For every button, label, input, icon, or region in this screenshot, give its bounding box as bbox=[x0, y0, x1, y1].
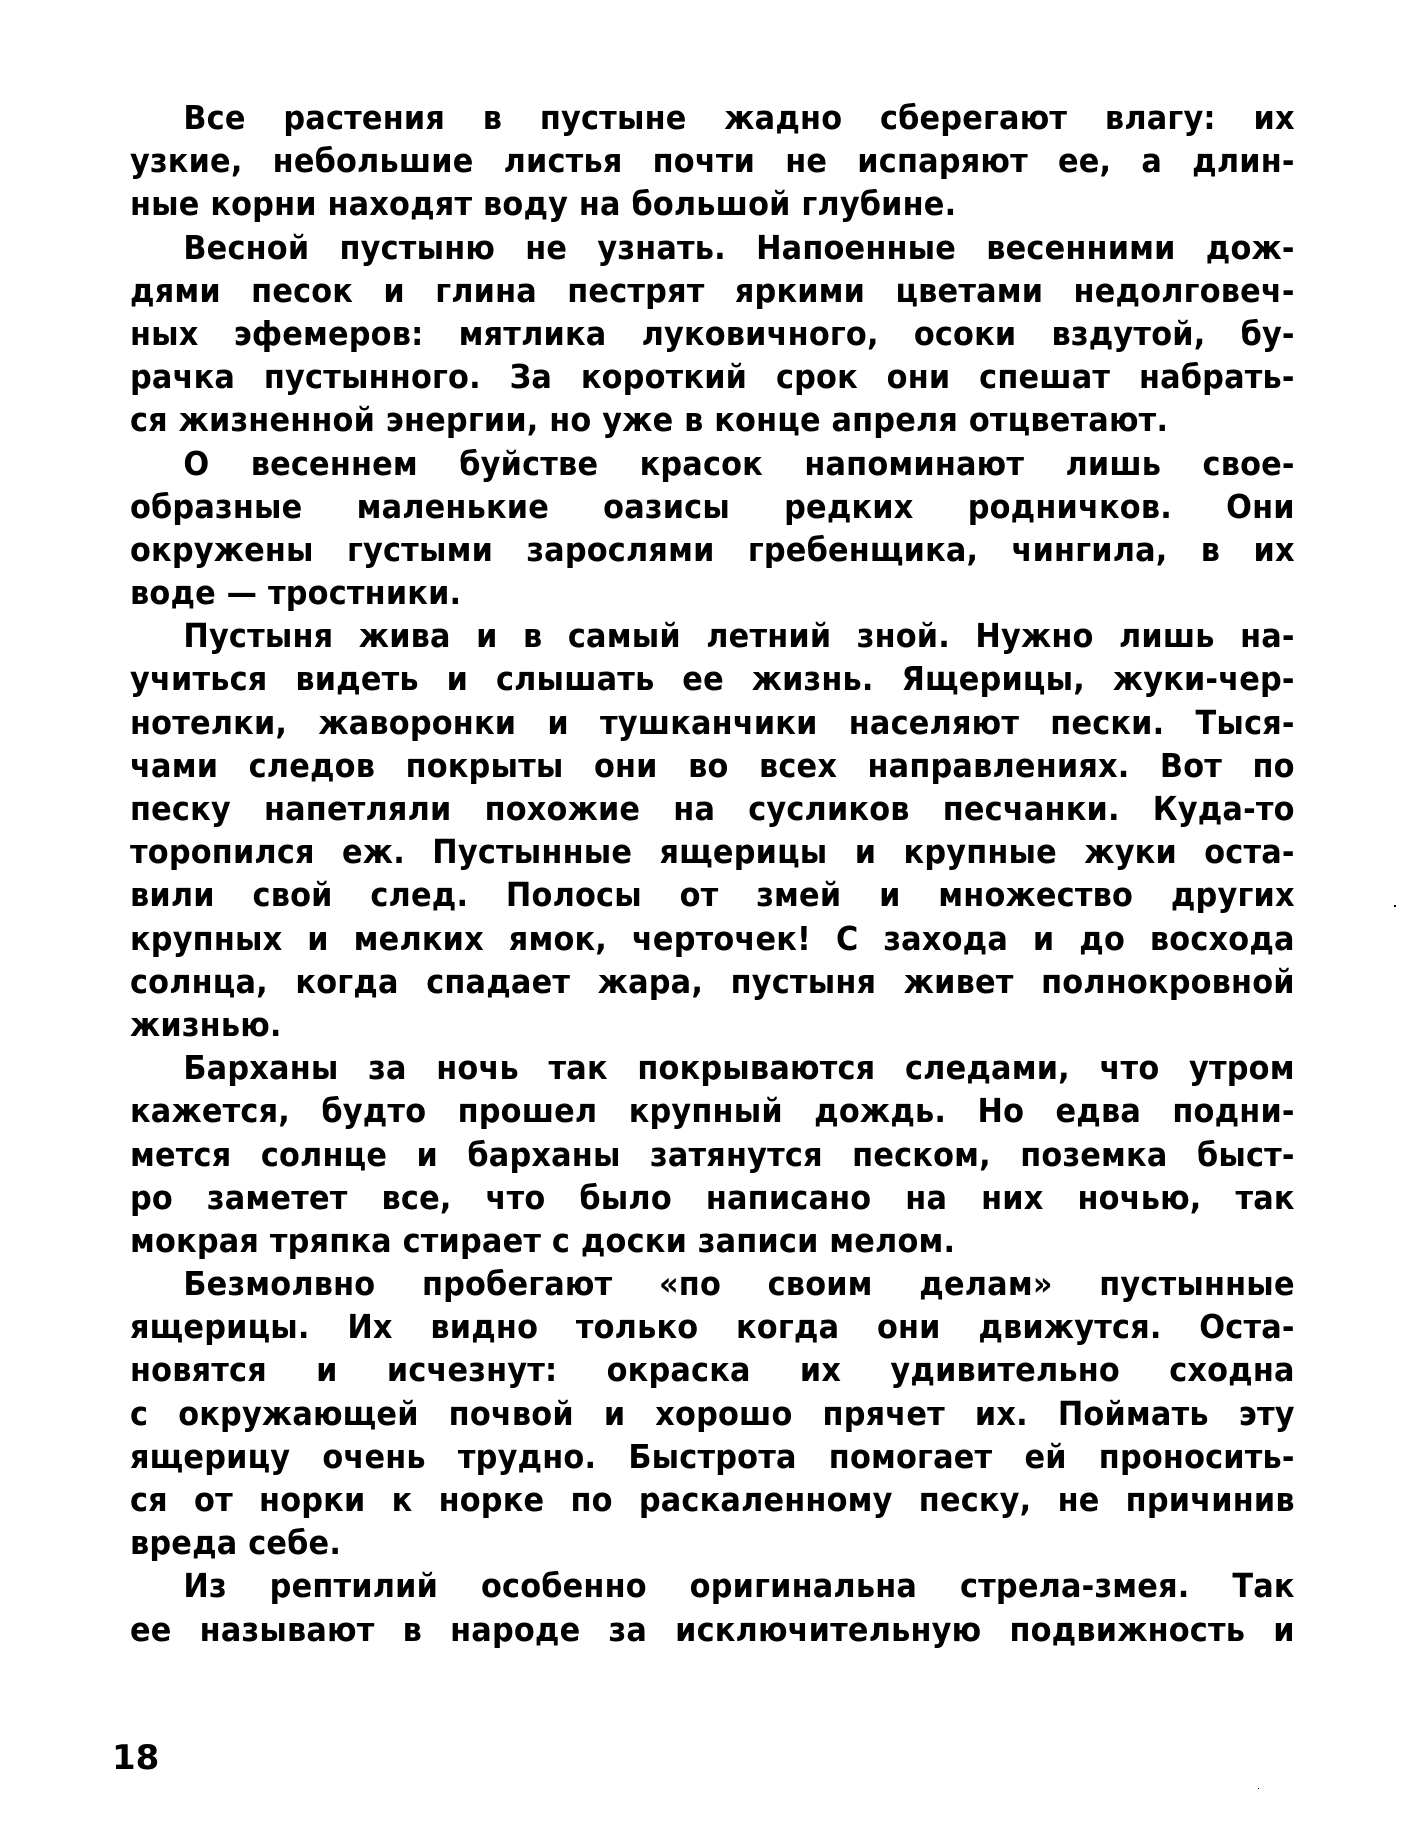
text-line: с окружающей почвой и хорошо прячет их. Поймать эту bbox=[130, 1393, 1295, 1433]
scan-speck bbox=[1258, 1788, 1259, 1789]
text-line: ящерицу очень трудно. Быстрота помогает ей проносить- bbox=[130, 1436, 1295, 1476]
text-line: Безмолвно пробегают «по своим делам» пустынные bbox=[183, 1264, 1295, 1304]
text-line: песку напетляли похожие на сусликов песчанки. Куда-то bbox=[130, 789, 1295, 828]
text-line: новятся и исчезнут: окраска их удивительно сходна bbox=[130, 1350, 1295, 1390]
text-line: ных эфемеров: мятлика луковичного, осоки вздутой, бу- bbox=[130, 313, 1295, 353]
text-line: солнца, когда спадает жара, пустыня живет полнокровной bbox=[130, 961, 1295, 1001]
text-line: мется солнце и барханы затянутся песком, поземка быст- bbox=[130, 1134, 1295, 1174]
text-line: торопился еж. Пустынные ящерицы и крупные жуки оста- bbox=[130, 832, 1295, 872]
paragraph bbox=[130, 614, 1295, 1046]
text-line: жизнью. bbox=[130, 1004, 282, 1044]
text-line: окружены густыми зарослями гребенщика, чингила, в их bbox=[130, 529, 1295, 569]
text-line: дями песок и глина пестрят яркими цветами недолговеч- bbox=[130, 270, 1295, 310]
paragraph bbox=[130, 96, 1295, 226]
text-line: мокрая тряпка стирает с доски записи мелом. bbox=[130, 1220, 956, 1260]
text-line: Пустыня жива и в самый летний зной. Нужно лишь на- bbox=[183, 616, 1295, 656]
paragraph bbox=[130, 442, 1295, 615]
text-line: ящерицы. Их видно только когда они движутся. Оста- bbox=[130, 1307, 1295, 1347]
body-text bbox=[130, 96, 1295, 1651]
scan-speck bbox=[1394, 905, 1396, 907]
text-line: вреда себе. bbox=[130, 1523, 342, 1563]
paragraph bbox=[130, 1046, 1295, 1262]
text-line: ее называют в народе за исключительную подвижность и bbox=[130, 1609, 1295, 1649]
paragraph bbox=[130, 1564, 1295, 1650]
text-line: Весной пустыню не узнать. Напоенные весенними дож- bbox=[183, 227, 1295, 267]
text-line: чами следов покрыты они во всех направлениях. Вот по bbox=[130, 745, 1295, 785]
text-line: ро заметет все, что было написано на них ночью, так bbox=[130, 1177, 1295, 1217]
text-line: крупных и мелких ямок, черточек! С захода и до восхода bbox=[130, 918, 1295, 958]
paragraph bbox=[130, 1262, 1295, 1564]
text-line: ся от норки к норке по раскаленному песку, не причинив bbox=[130, 1480, 1295, 1519]
text-line: вили свой след. Полосы от змей и множество других bbox=[130, 875, 1295, 915]
text-line: учиться видеть и слышать ее жизнь. Ящерицы, жуки-чер- bbox=[130, 659, 1295, 699]
text-line: рачка пустынного. За короткий срок они спешат набрать- bbox=[130, 357, 1295, 397]
paragraph bbox=[130, 226, 1295, 442]
text-line: Все растения в пустыне жадно сберегают влагу: их bbox=[183, 98, 1295, 137]
text-line: Барханы за ночь так покрываются следами, что утром bbox=[183, 1048, 1295, 1088]
page-number: 18 bbox=[112, 1738, 160, 1778]
text-line: образные маленькие оазисы редких родничков. Они bbox=[130, 486, 1295, 526]
text-line: О весеннем буйстве красок напоминают лишь свое- bbox=[183, 443, 1295, 483]
text-line: узкие, небольшие листья почти не испаряют ее, а длин- bbox=[130, 141, 1295, 181]
text-line: воде — тростники. bbox=[130, 573, 462, 613]
text-line: кажется, будто прошел крупный дождь. Но едва подни- bbox=[130, 1091, 1295, 1131]
text-line: ся жизненной энергии, но уже в конце апреля отцветают. bbox=[130, 400, 1169, 440]
text-line: ные корни находят воду на большой глубине. bbox=[130, 184, 957, 224]
text-line: Из рептилий особенно оригинальна стрела-змея. Так bbox=[183, 1566, 1295, 1606]
text-line: нотелки, жаворонки и тушканчики населяют пески. Тыся- bbox=[130, 702, 1295, 742]
